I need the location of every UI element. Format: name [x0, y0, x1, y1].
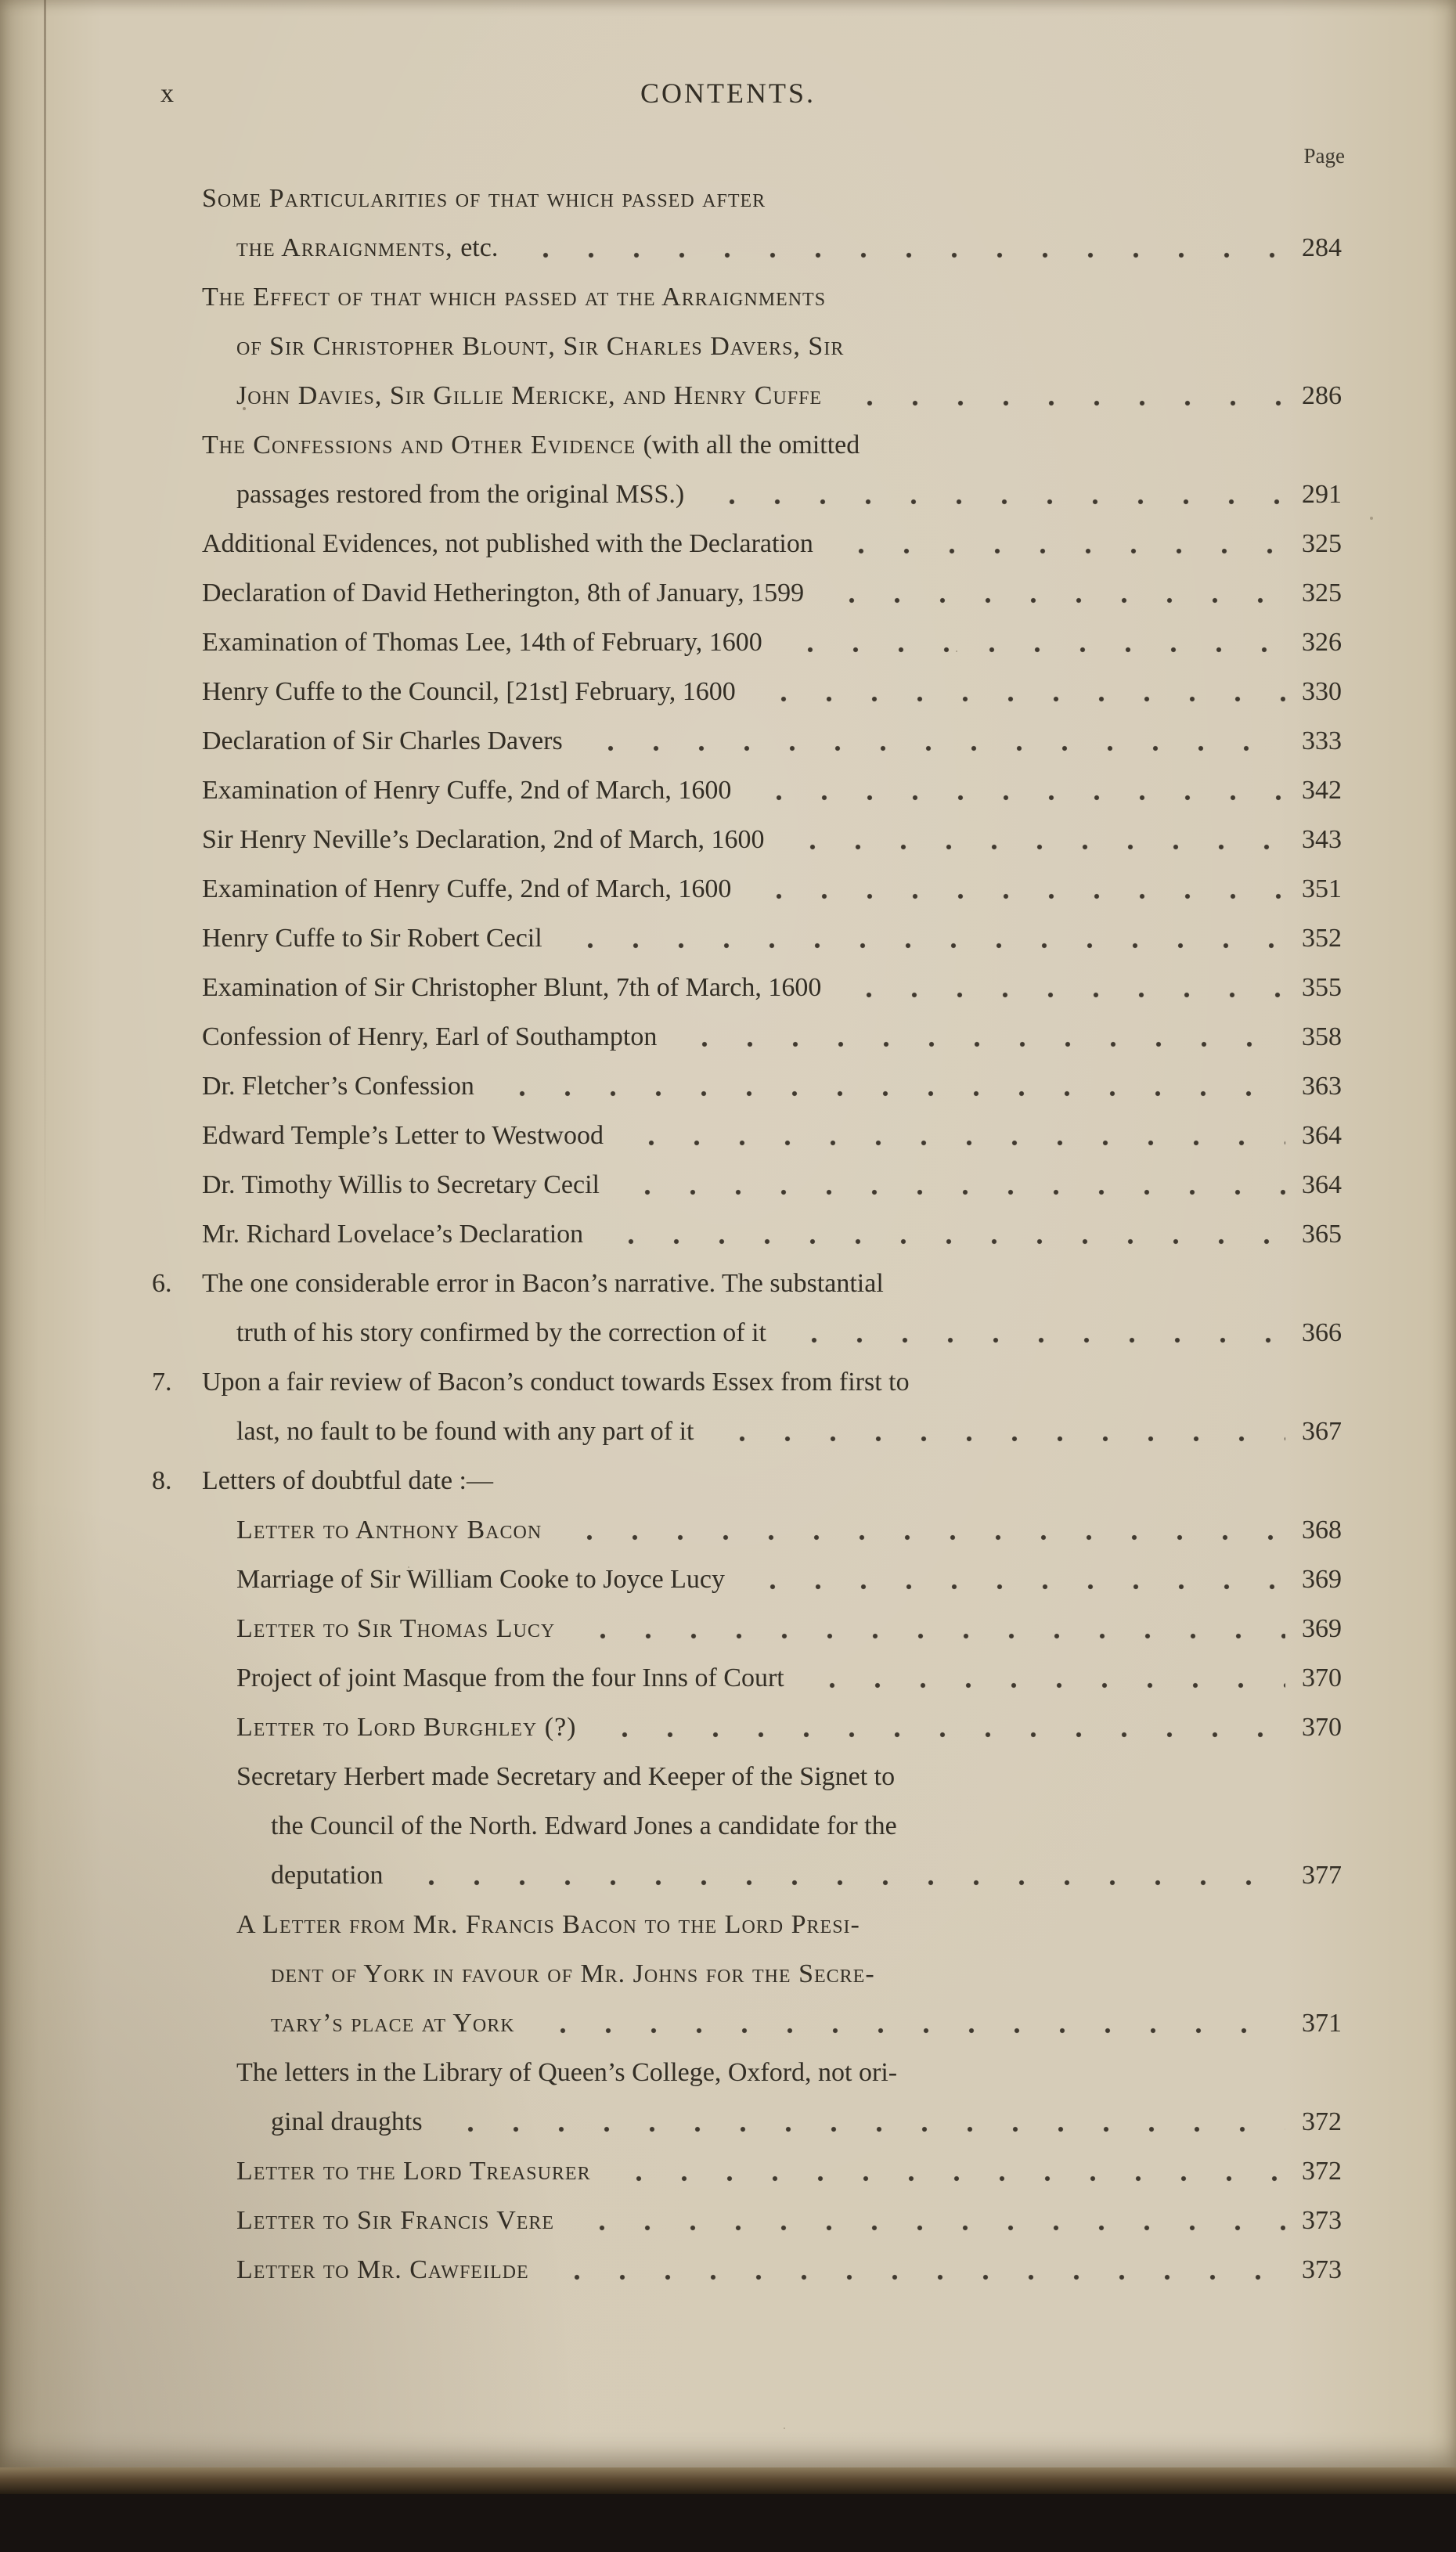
entry-text [236, 322, 844, 371]
toc-line [202, 914, 1342, 963]
page-bottom-edge [0, 2467, 1456, 2494]
entry-text [202, 667, 736, 716]
toc-line [236, 2146, 1342, 2196]
toc-line [202, 1308, 1342, 1357]
dot-leader [712, 1407, 1286, 1456]
dot-leader [784, 1308, 1285, 1357]
toc-entry [202, 1653, 1342, 1703]
toc-line [236, 1752, 1342, 1801]
toc-entry [202, 618, 1342, 667]
page-number: 363 [1302, 1072, 1342, 1101]
entry-text [202, 716, 563, 766]
entry-text-smallcaps: The Effect of that which passed at the Arraignments [202, 283, 827, 312]
toc-entry [202, 2146, 1342, 2196]
entry-text [202, 1111, 604, 1160]
entry-text [202, 1259, 884, 1308]
toc-entry [202, 1752, 1342, 1900]
page-number: 291 [1302, 480, 1342, 509]
page-number: 342 [1302, 776, 1342, 805]
entry-text [236, 371, 822, 420]
entry-text [202, 864, 731, 914]
page-title: CONTENTS. [640, 77, 816, 109]
entry-text [202, 1012, 657, 1062]
page-number: 286 [1302, 381, 1342, 410]
toc-entry [202, 420, 1342, 519]
dot-leader [674, 1012, 1285, 1062]
page-number: 368 [1302, 1516, 1342, 1545]
toc-line [202, 1209, 1342, 1259]
entry-text-roman: Edward Temple’s Letter to Westwood [202, 1121, 604, 1150]
toc-line [236, 1999, 1342, 2048]
dot-leader [821, 568, 1285, 618]
toc-line [236, 1505, 1342, 1555]
entry-text [236, 1555, 725, 1604]
toc-entry [202, 667, 1342, 716]
entry-text [236, 1653, 784, 1703]
entry-text-roman: the Council of the North. Edward Jones a candidate for the [271, 1811, 897, 1840]
entry-text [236, 2048, 897, 2097]
page-number: 333 [1302, 726, 1342, 755]
toc-entry [202, 1555, 1342, 1604]
toc-line [236, 1653, 1342, 1703]
entry-text-roman: The one considerable error in Bacon’s narrative. The substantial [202, 1269, 884, 1298]
toc-line [202, 272, 1342, 322]
entry-text-smallcaps: of Sir Christopher Blount, Sir Charles Davers, Sir [236, 332, 845, 361]
toc-line [202, 420, 1342, 470]
toc-entry [202, 1703, 1342, 1752]
entry-text [271, 2097, 423, 2146]
entry-text [202, 174, 766, 223]
entry-text-roman: deputation [271, 1861, 384, 1890]
entry-text-roman: Examination of Sir Christopher Blunt, 7th of March, 1600 [202, 973, 822, 1002]
entry-text [236, 2196, 554, 2245]
dot-leader [594, 1703, 1286, 1752]
entry-text [271, 1801, 897, 1851]
entry-text-smallcaps: The Confessions and Other Evidence [202, 431, 643, 460]
toc-line [202, 1111, 1342, 1160]
entry-text-smallcaps: tary’s place at York [271, 2009, 515, 2038]
entry-text-smallcaps: Letter to Anthony Bacon [236, 1516, 542, 1545]
page-number: 372 [1302, 2107, 1342, 2136]
toc-line [202, 716, 1342, 766]
entry-text-roman: Confession of Henry, Earl of Southampton [202, 1022, 658, 1051]
entry-text-smallcaps: Letter to Sir Francis Vere [236, 2206, 555, 2235]
entry-text-smallcaps: Letter to Sir Thomas Lucy [236, 1614, 556, 1643]
entry-text [202, 1209, 583, 1259]
page-number: 377 [1302, 1861, 1342, 1890]
dot-leader [831, 519, 1285, 568]
toc-line [236, 1949, 1342, 1999]
entry-text-roman: Declaration of David Hetherington, 8th of January, 1599 [202, 579, 805, 607]
toc-line [236, 1851, 1342, 1900]
dot-leader [701, 470, 1285, 519]
entry-text [236, 1505, 542, 1555]
entry-text-roman: Declaration of Sir Charles Davers [202, 726, 563, 755]
page-number: 370 [1302, 1663, 1342, 1692]
toc-line [202, 864, 1342, 914]
entry-text-roman: Examination of Henry Cuffe, 2nd of March, 1600 [202, 776, 732, 805]
toc-line [202, 618, 1342, 667]
toc-entry [202, 2196, 1342, 2245]
dot-leader [532, 1999, 1285, 2048]
entry-number: 6. [152, 1269, 172, 1298]
page-number: 370 [1302, 1713, 1342, 1742]
entry-text-roman: Upon a fair review of Bacon’s conduct towards Essex from first to [202, 1368, 910, 1397]
toc-line [236, 2196, 1342, 2245]
entry-text [236, 470, 684, 519]
entry-text-smallcaps: A Letter from Mr. Francis Bacon to the Lord Presi- [236, 1910, 860, 1939]
dot-leader [748, 864, 1285, 914]
entry-text [236, 1900, 860, 1949]
toc-line [236, 2048, 1342, 2097]
page-number: 325 [1302, 529, 1342, 558]
entry-text-smallcaps: John Davies, Sir Gillie Mericke, and Henry Cuffe [236, 381, 823, 410]
toc-line [202, 815, 1342, 864]
dot-leader [839, 371, 1285, 420]
toc-entry [202, 864, 1342, 914]
toc-entry [202, 1160, 1342, 1209]
entry-text-roman: passages restored from the original MSS.) [236, 480, 685, 509]
page-column-label: Page [1303, 144, 1345, 168]
toc-entry [202, 716, 1342, 766]
dot-leader [780, 618, 1285, 667]
entry-text-roman: (with all the omitted [643, 431, 860, 460]
toc-entry [152, 1259, 1342, 1357]
toc-entry [202, 2048, 1342, 2146]
folio-page-number: x [160, 79, 174, 108]
toc-line [236, 1801, 1342, 1851]
page-number: 372 [1302, 2157, 1342, 2186]
toc-line [236, 1703, 1342, 1752]
dot-leader [559, 1505, 1285, 1555]
toc-line [202, 766, 1342, 815]
dot-leader [600, 1209, 1285, 1259]
toc-line [202, 519, 1342, 568]
page-number: 373 [1302, 2255, 1342, 2284]
entry-text-roman: Examination of Henry Cuffe, 2nd of March, 1600 [202, 874, 732, 903]
page-number: 369 [1302, 1565, 1342, 1594]
dot-leader [608, 2146, 1285, 2196]
dot-leader [753, 667, 1285, 716]
page-number: 373 [1302, 2206, 1342, 2235]
entry-text-smallcaps: the Arraignments, [236, 233, 461, 262]
dot-leader [572, 1604, 1285, 1653]
dot-leader [742, 1555, 1285, 1604]
entry-text [202, 272, 826, 322]
page-number: 330 [1302, 677, 1342, 706]
entry-text-roman: Letters of doubtful date :— [202, 1466, 494, 1495]
entry-text [202, 1456, 493, 1505]
toc-line [236, 1900, 1342, 1949]
toc-entry [202, 1505, 1342, 1555]
page-number: 366 [1302, 1318, 1342, 1347]
entry-text [202, 618, 762, 667]
toc-entry [202, 272, 1342, 420]
entry-text [202, 1357, 910, 1407]
entry-text-roman: Additional Evidences, not published with the Declaration [202, 529, 813, 558]
toc-entry [202, 1209, 1342, 1259]
entry-text-roman: Dr. Fletcher’s Confession [202, 1072, 474, 1101]
toc-entry [202, 815, 1342, 864]
entry-text-roman: Mr. Richard Lovelace’s Declaration [202, 1220, 584, 1249]
entry-text-smallcaps: Letter to Lord Burghley (?) [236, 1713, 577, 1742]
toc-line [202, 174, 1342, 223]
dot-leader [621, 1111, 1285, 1160]
toc-line [202, 1012, 1342, 1062]
entry-text [202, 568, 804, 618]
page-number: 369 [1302, 1614, 1342, 1643]
dot-leader [571, 2196, 1285, 2245]
page-number: 343 [1302, 825, 1342, 854]
entry-text [202, 815, 765, 864]
toc-entry [202, 766, 1342, 815]
entry-text-roman: Marriage of Sir William Cooke to Joyce Lucy [236, 1565, 726, 1594]
entry-text-roman: Henry Cuffe to Sir Robert Cecil [202, 924, 542, 953]
toc-entry [152, 1456, 1342, 1505]
entry-text [202, 963, 821, 1012]
entry-text-smallcaps: Letter to Mr. Cawfeilde [236, 2255, 529, 2284]
entry-text-smallcaps: Some Particularities of that which passed after [202, 184, 766, 213]
entry-text-roman: Project of joint Masque from the four Inns of Court [236, 1663, 784, 1692]
toc-line [236, 2097, 1342, 2146]
dot-leader [782, 815, 1285, 864]
dot-leader [617, 1160, 1285, 1209]
entry-text [236, 223, 498, 272]
page-number: 364 [1302, 1170, 1342, 1199]
entry-text-roman: last, no fault to be found with any part of it [236, 1417, 694, 1446]
entry-text [202, 1062, 474, 1111]
entry-text-roman: truth of his story confirmed by the correction of it [236, 1318, 766, 1347]
dot-leader [515, 223, 1285, 272]
entry-text-roman: Examination of Thomas Lee, 14th of February, 1600 [202, 628, 762, 657]
dot-leader [838, 963, 1285, 1012]
toc-line [236, 1555, 1342, 1604]
page-number: 352 [1302, 924, 1342, 953]
dot-leader [560, 914, 1285, 963]
toc-entry [202, 2245, 1342, 2294]
toc-line [202, 568, 1342, 618]
toc-line [202, 667, 1342, 716]
toc-entry [202, 1111, 1342, 1160]
entry-text [271, 1851, 384, 1900]
entry-text-roman: ginal draughts [271, 2107, 423, 2136]
entry-text [236, 1407, 694, 1456]
toc-entries [152, 174, 1342, 2294]
toc-entry [202, 963, 1342, 1012]
entry-text [202, 914, 542, 963]
dot-leader [401, 1851, 1285, 1900]
toc-line [152, 1456, 1342, 1505]
page-crease [44, 0, 46, 1253]
entry-text-smallcaps: Letter to the Lord Treasurer [236, 2157, 591, 2186]
toc-line [202, 470, 1342, 519]
dot-leader [440, 2097, 1285, 2146]
toc-entry [152, 1357, 1342, 1456]
entry-text [236, 1752, 895, 1801]
entry-text [271, 1949, 875, 1999]
toc-entry [202, 1012, 1342, 1062]
entry-text [271, 1999, 515, 2048]
entry-text-roman: etc. [460, 233, 499, 262]
dot-leader [546, 2245, 1285, 2294]
toc-line [202, 322, 1342, 371]
toc-line [202, 1407, 1342, 1456]
dot-leader [580, 716, 1285, 766]
toc-entry [202, 519, 1342, 568]
page-number: 351 [1302, 874, 1342, 903]
page-number: 371 [1302, 2009, 1342, 2038]
entry-text [236, 2245, 529, 2294]
page-number: 365 [1302, 1220, 1342, 1249]
toc-line [152, 1259, 1342, 1308]
entry-text [202, 519, 813, 568]
entry-text [202, 766, 731, 815]
toc-line [236, 1604, 1342, 1653]
entry-text [236, 1604, 555, 1653]
page-number: 364 [1302, 1121, 1342, 1150]
toc-line [236, 2245, 1342, 2294]
dot-leader [748, 766, 1285, 815]
toc-entry [202, 914, 1342, 963]
entry-text-roman: The letters in the Library of Queen’s College, Oxford, not ori- [236, 2058, 898, 2087]
toc-entry [202, 1062, 1342, 1111]
entry-number: 7. [152, 1368, 172, 1397]
toc-entry [202, 1604, 1342, 1653]
toc-entry [202, 568, 1342, 618]
toc-line [202, 1160, 1342, 1209]
page-number: 326 [1302, 628, 1342, 657]
entry-text [202, 420, 860, 470]
toc-entry [202, 174, 1342, 272]
page-number: 358 [1302, 1022, 1342, 1051]
toc-entry [202, 1900, 1342, 2048]
entry-text [236, 1308, 766, 1357]
entry-text-roman: Sir Henry Neville’s Declaration, 2nd of March, 1600 [202, 825, 765, 854]
page-number: 355 [1302, 973, 1342, 1002]
dot-leader [492, 1062, 1285, 1111]
toc-line [202, 371, 1342, 420]
toc-line [152, 1357, 1342, 1407]
entry-number: 8. [152, 1466, 172, 1495]
entry-text [202, 1160, 600, 1209]
dot-leader [802, 1653, 1285, 1703]
page-number: 325 [1302, 579, 1342, 607]
page-number: 367 [1302, 1417, 1342, 1446]
entry-text-roman: Secretary Herbert made Secretary and Keeper of the Signet to [236, 1762, 896, 1791]
page-number: 284 [1302, 233, 1342, 262]
toc-line [202, 963, 1342, 1012]
entry-text [236, 2146, 591, 2196]
entry-text-roman: Henry Cuffe to the Council, [21st] February, 1600 [202, 677, 736, 706]
toc-line [202, 1062, 1342, 1111]
entry-text-roman: Dr. Timothy Willis to Secretary Cecil [202, 1170, 600, 1199]
entry-text [236, 1703, 577, 1752]
entry-text-smallcaps: dent of York in favour of Mr. Johns for the Secre- [271, 1959, 875, 1988]
toc-line [202, 223, 1342, 272]
